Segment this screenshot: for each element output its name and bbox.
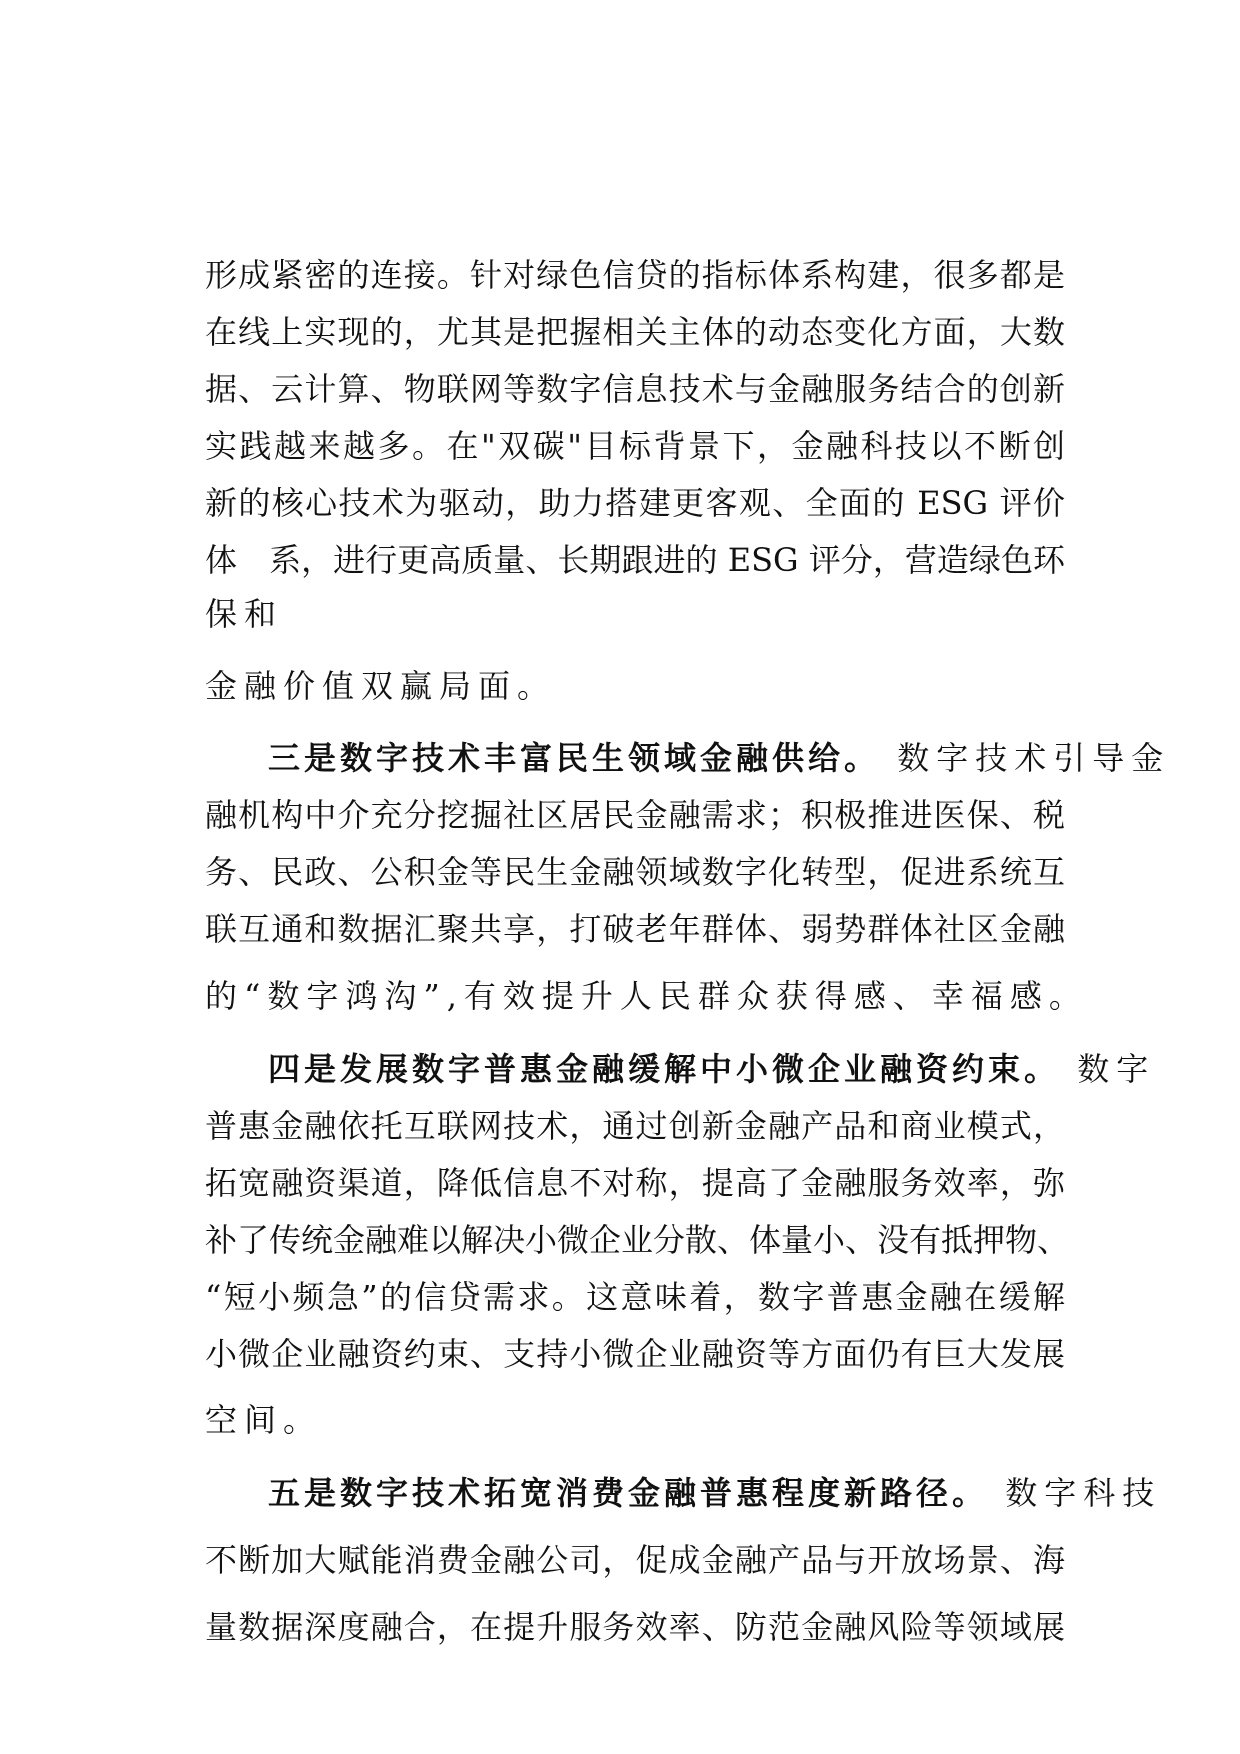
paragraph-lead-line bbox=[268, 1471, 1162, 1515]
paragraph-lead-line bbox=[268, 1047, 1156, 1091]
body-line: 小微企业融资约束、支持小微企业融资等方面仍有巨大发展 bbox=[205, 1335, 1065, 1373]
body-line: 拓宽融资渠道，降低信息不对称，提高了金融服务效率，弥 bbox=[205, 1164, 1065, 1202]
body-text: 数字技术引导金 bbox=[880, 739, 1171, 777]
body-line: 补了传统金融难以解决小微企业分散、体量小、没有抵押物、 bbox=[205, 1221, 1070, 1259]
body-line: 融机构中介充分挖掘社区居民金融需求；积极推进医保、税 bbox=[205, 796, 1065, 834]
body-line: 据、云计算、物联网等数字信息技术与金融服务结合的创新 bbox=[205, 370, 1065, 408]
paragraph-heading: 五是数字技术拓宽消费金融普惠程度新路径。 bbox=[268, 1474, 989, 1512]
body-line: 金融价值双赢局面。 bbox=[205, 667, 557, 705]
body-line: 联互通和数据汇聚共享，打破老年群体、弱势群体社区金融 bbox=[205, 910, 1065, 948]
body-line: 形成紧密的连接。针对绿色信贷的指标体系构建，很多都是 bbox=[205, 256, 1065, 294]
paragraph-lead-line bbox=[268, 736, 1171, 780]
body-line: 务、民政、公积金等民生金融领域数字化转型，促进系统互 bbox=[205, 853, 1065, 891]
body-line: 新的核心技术为驱动，助力搭建更客观、全面的 ESG 评价 bbox=[205, 484, 1065, 522]
body-line: 保和 bbox=[205, 595, 284, 633]
body-line: 不断加大赋能消费金融公司，促成金融产品与开放场景、海 bbox=[205, 1541, 1065, 1579]
paragraph-heading: 三是数字技术丰富民生领域金融供给。 bbox=[268, 739, 881, 777]
body-line: 实践越来越多。在"双碳"目标背景下，金融科技以不断创 bbox=[205, 427, 1065, 465]
body-text: 数字 bbox=[1060, 1050, 1156, 1088]
body-line: 的“数字鸿沟”,有效提升人民群众获得感、幸福感。 bbox=[205, 977, 1088, 1015]
body-line: 量数据深度融合，在提升服务效率、防范金融风险等领域展 bbox=[205, 1608, 1065, 1646]
body-line: 普惠金融依托互联网技术，通过创新金融产品和商业模式， bbox=[205, 1107, 1065, 1145]
paragraph-heading: 四是发展数字普惠金融缓解中小微企业融资约束。 bbox=[268, 1050, 1061, 1088]
body-line: 体 系，进行更高质量、长期跟进的 ESG 评分，营造绿色环 bbox=[205, 541, 1065, 579]
body-line: 在线上实现的，尤其是把握相关主体的动态变化方面，大数 bbox=[205, 313, 1065, 351]
body-line: 空间。 bbox=[205, 1401, 323, 1439]
body-line: “短小频急”的信贷需求。这意味着，数字普惠金融在缓解 bbox=[205, 1278, 1065, 1316]
body-text: 数字科技 bbox=[988, 1474, 1162, 1512]
